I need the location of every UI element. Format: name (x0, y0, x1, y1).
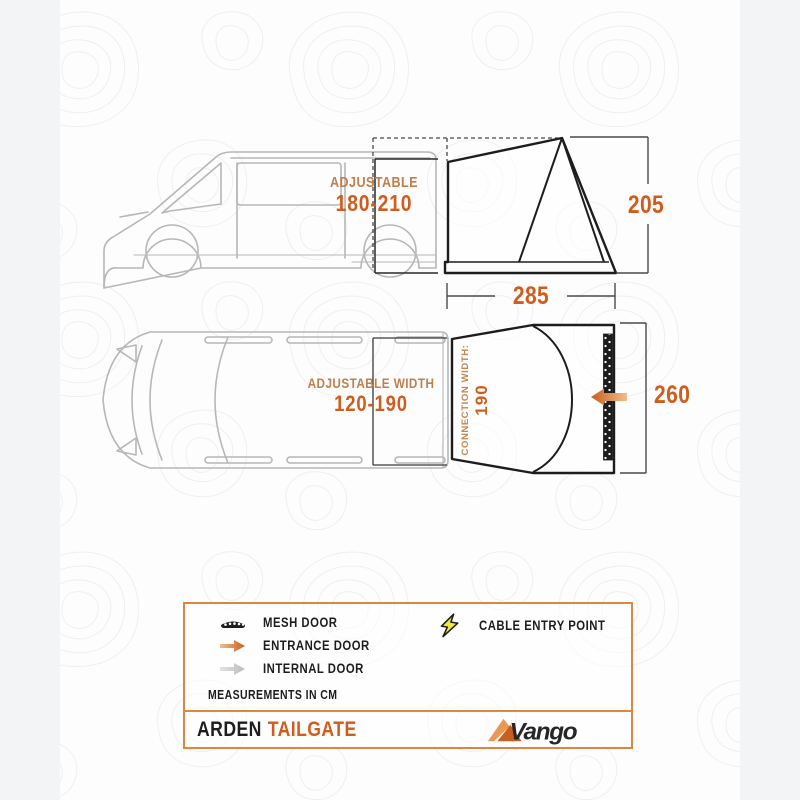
legend-item-entrance-door: ENTRANCE DOOR (217, 638, 390, 653)
entrance-door-icon (217, 639, 249, 653)
mesh-door-icon (217, 616, 249, 629)
vango-logo (487, 715, 591, 745)
product-title (197, 718, 387, 742)
product-name: ARDEN (197, 717, 262, 741)
legend-main (185, 604, 631, 714)
product-variant: TAILGATE (267, 717, 357, 741)
legend-footer (185, 710, 631, 747)
legend-item-internal-door: INTERNAL DOOR (217, 661, 383, 676)
depth-value: 260 (654, 381, 691, 409)
top-adjustable-label: ADJUSTABLE WIDTH (307, 375, 435, 391)
length-value: 285 (512, 282, 550, 310)
legend-item-cable-entry: CABLE ENTRY POINT (433, 612, 629, 639)
side-adjustable-label: ADJUSTABLE (330, 174, 418, 191)
top-adjustable-range: 120-190 (334, 391, 408, 416)
legend-box (183, 602, 633, 749)
measurements-note: MEASUREMENTS IN CM (208, 688, 338, 702)
van-side-view (104, 152, 436, 288)
vango-logo-text: Vango (509, 718, 577, 745)
cable-entry-icon (433, 612, 465, 639)
side-adjustable-range: 180-210 (335, 190, 413, 216)
height-value: 205 (627, 191, 665, 219)
awning-side-view (445, 138, 616, 273)
connection-width-label: CONNECTION WIDTH: 190 (460, 344, 491, 456)
internal-door-icon (217, 662, 249, 676)
legend-item-mesh-door: MESH DOOR (217, 615, 352, 630)
